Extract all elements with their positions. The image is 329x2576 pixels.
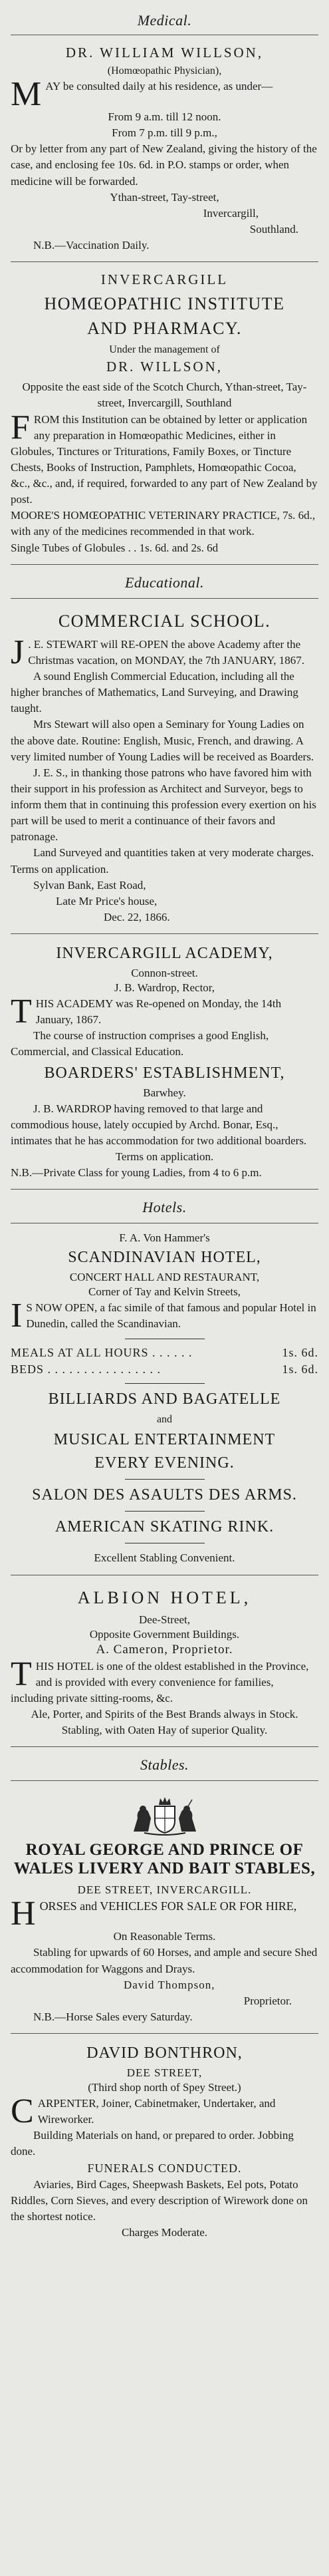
academy-note: N.B.—Private Class for young Ladies, from 4 to 6 p.m. [11, 1166, 262, 1180]
scandinavian-drop-cap: I [11, 1297, 23, 1335]
academy-line-3: J. B. WARDROP having removed to that large and commodious house, lately occupied by Archd. Bonar, Esq., intimates that he has accommodation for two additional boarders. [11, 1102, 307, 1147]
divider [125, 1511, 205, 1512]
bonthron-charges: Charges Moderate. [121, 2225, 208, 2239]
salon-line: SALON DES ASAULTS DES ARMS. [32, 1486, 297, 1504]
institute-drop-cap: F [11, 408, 30, 446]
section-heading-stables: Stables. [140, 1756, 189, 1774]
albion-name: ALBION HOTEL, [77, 1587, 252, 1607]
scandinavian-owner: F. A. Von Hammer's [119, 1231, 210, 1245]
scandinavian-name: SCANDINAVIAN HOTEL, [68, 1249, 261, 1267]
academy-rector: J. B. Wardrop, Rector, [114, 981, 215, 995]
wilson-address-1: Ythan-street, Tay-street, [110, 190, 219, 204]
school-line-5: Land Surveyed and quantities taken at very moderate charges. Terms on application. [11, 846, 314, 876]
albion-proprietor: A. Cameron, Proprietor. [96, 1642, 233, 1657]
beds-label: BEDS . . . . . . . . . . . . . . . . [11, 1363, 162, 1376]
school-line-4: J. E. S., in thanking those patrons who have favored him with their support in his profession as Architect and Surveyor, begs to inform them that in continuing this profession every exertion on his part will be used to merit a continuance of their favors and patronage. [11, 766, 316, 844]
institute-veterinary: MOORE'S HOMŒOPATHIC VETERINARY PRACTICE, 7s. 6d., with any of the medicines recommended in that work. [11, 509, 316, 538]
wilson-note: N.B.—Vaccination Daily. [33, 239, 150, 251]
bonthron-location: (Third shop north of Spey Street.) [88, 2081, 241, 2094]
institute-body: ROM this Institution can be obtained by letter or application any preparation in Homœopathic Medicines, either in Globules, Tinctures or Triturations, Family Boxes, or Tincture Chests, Books of Instruction, Pamphlets, Homœopathic Cocoa, &c., &c., and, if required, forwarded to any part of New Zealand by post. [11, 412, 318, 506]
bonthron-line-2: Building Materials on hand, or prepared to order. Jobbing done. [11, 2129, 294, 2158]
and-line: and [156, 1414, 173, 1426]
school-line-3: Mrs Stewart will also open a Seminary for Young Ladies on the above date. Routine: English, Music, French, and drawing. A very limited number of Young Ladies will be received as Boarders. [11, 718, 314, 763]
wilson-body-letter: Or by letter from any part of New Zealand, giving the history of the case, and enclosing fee 10s. 6d. in P.O. stamps or order, when medicine will be forwarded. [11, 142, 317, 188]
bonthron-street: DEE STREET, [126, 2066, 203, 2079]
section-heading-hotels: Hotels. [142, 1199, 187, 1216]
meals-row [11, 1346, 318, 1360]
school-name: COMMERCIAL SCHOOL. [58, 611, 271, 631]
bonthron-advert [11, 2033, 318, 2249]
school-address-2: Late Mr Price's house, [56, 894, 158, 907]
wilson-address-2: Invercargill, [203, 206, 259, 220]
hotels-heading-wrap [11, 1189, 318, 1223]
bonthron-line-3: Aviaries, Bird Cages, Sheepwash Baskets, Eel pots, Potato Riddles, Corn Sieves, and every description of Wirework done on the shortest notice. [11, 2177, 308, 2223]
wilson-title: (Homœopathic Physician), [107, 65, 222, 77]
albion-drop-cap: T [11, 1655, 32, 1693]
royal-george-advert [11, 1780, 318, 2033]
scandinavian-line-1: S NOW OPEN, a fac simile of that famous and popular Hotel in Dunedin, called the Scandinavian. [26, 1301, 316, 1331]
school-date: Dec. 22, 1866. [104, 910, 170, 923]
section-heading-educational: Educational. [124, 573, 205, 591]
stabling-line: Excellent Stabling Convenient. [94, 1551, 235, 1565]
institute-tubes: Single Tubes of Globules . . 1s. 6d. and 2s. 6d [11, 541, 219, 554]
royal-george-proprietor: David Thompson, [124, 1978, 215, 1991]
albion-line-3: Stabling, with Oaten Hay of superior Quality. [61, 1724, 268, 1737]
academy-advert [11, 933, 318, 1189]
wilson-hours-evening: From 7 p.m. till 9 p.m., [112, 126, 217, 140]
billiards-line: BILLIARDS AND BAGATELLE [48, 1390, 281, 1408]
beds-price: 1s. 6d. [282, 1363, 318, 1376]
educational-heading-wrap [11, 564, 318, 598]
institute-name-1: HOMŒOPATHIC INSTITUTE [44, 294, 285, 314]
royal-george-line-1: ORSES and VEHICLES FOR SALE OR FOR HIRE, [39, 1899, 297, 1913]
albion-line-1: HIS HOTEL is one of the oldest established in the Province, and is provided with every convenience for families, including private sitting-rooms, &c. [11, 1659, 309, 1704]
bonthron-line-1: ARPENTER, Joiner, Cabinetmaker, Undertaker, and Wireworker. [37, 2097, 276, 2126]
crest-icon [128, 1794, 201, 1836]
scandinavian-advert [11, 1223, 318, 1574]
royal-george-proprietor-title: Proprietor. [243, 1994, 292, 2007]
divider [125, 1383, 205, 1384]
skating-line: AMERICAN SKATING RINK. [55, 1518, 274, 1536]
albion-opposite: Opposite Government Buildings. [89, 1627, 240, 1641]
stables-heading-wrap [11, 1746, 318, 1780]
school-line-1: . E. STEWART will RE-OPEN the above Academy after the Christmas vacation, on MONDAY, the 7th JANUARY, 1867. [28, 637, 304, 667]
institute-name-2: AND PHARMACY. [87, 319, 242, 339]
institute-address: Opposite the east side of the Scotch Church, Ythan-street, Tay-street, Invercargill, Southland [22, 381, 307, 410]
institute-advert [11, 261, 318, 564]
wilson-address-3: Southland. [249, 222, 298, 236]
bonthron-drop-cap: C [11, 2092, 34, 2130]
institute-under: Under the management of [109, 344, 220, 356]
musical-line: MUSICAL ENTERTAINMENT [53, 1431, 276, 1449]
albion-line-2: Ale, Porter, and Spirits of the Best Brands always in Stock. [31, 1708, 298, 1720]
royal-george-note: N.B.—Horse Sales every Saturday. [33, 2010, 193, 2023]
meals-label: MEALS AT ALL HOURS . . . . . . [11, 1346, 193, 1360]
academy-boarders-place: Barwhey. [143, 1086, 186, 1099]
institute-town: INVERCARGILL [100, 271, 229, 288]
scandinavian-corner: Corner of Tay and Kelvin Streets, [88, 1285, 241, 1299]
bonthron-funerals: FUNERALS CONDUCTED. [87, 2161, 242, 2175]
academy-boarders-title: BOARDERS' ESTABLISHMENT, [44, 1064, 285, 1082]
albion-street: Dee-Street, [139, 1613, 190, 1626]
wilson-drop-cap: M [11, 75, 42, 113]
school-line-2: A sound English Commercial Education, including all the higher branches of Mathematics, Land Surveying, and Drawing taught. [11, 670, 298, 715]
wilson-body: AY be consulted daily at his residence, as under— [45, 80, 273, 92]
bonthron-name: DAVID BONTHRON, [86, 2044, 243, 2062]
royal-george-address: DEE STREET, INVERCARGILL. [77, 1883, 252, 1897]
academy-street: Connon-street. [131, 967, 198, 980]
institute-doctor: DR. WILLSON, [106, 359, 223, 375]
academy-line-2: The course of instruction comprises a good English, Commercial, and Classical Education. [11, 1029, 269, 1058]
albion-advert [11, 1575, 318, 1747]
section-heading-medical: Medical. [137, 12, 192, 29]
royal-george-name: ROYAL GEORGE AND PRINCE OF WALES LIVERY AND BAIT STABLES, [13, 1841, 316, 1878]
school-advert [11, 598, 318, 933]
school-drop-cap: J [11, 633, 25, 671]
royal-george-line-2: Stabling for upwards of 60 Horses, and ample and secure Shed accommodation for Waggons and Drays. [11, 1946, 318, 1975]
meals-price: 1s. 6d. [282, 1346, 318, 1360]
school-address-1: Sylvan Bank, East Road, [33, 878, 146, 891]
wilson-name: DR. WILLIAM WILLSON, [65, 45, 264, 61]
academy-line-1: HIS ACADEMY was Re-opened on Monday, the 14th January, 1867. [35, 997, 282, 1027]
scandinavian-sub: CONCERT HALL AND RESTAURANT, [69, 1271, 260, 1284]
beds-row [11, 1363, 318, 1376]
divider [125, 1479, 205, 1480]
academy-drop-cap: T [11, 993, 32, 1031]
wilson-advert [11, 35, 318, 261]
royal-george-drop-cap: H [11, 1895, 36, 1933]
academy-name: INVERCARGILL ACADEMY, [56, 945, 273, 963]
wilson-hours-morning: From 9 a.m. till 12 noon. [108, 110, 221, 123]
academy-terms: Terms on application. [115, 1150, 214, 1163]
every-evening-line: EVERY EVENING. [94, 1454, 235, 1472]
royal-george-terms: On Reasonable Terms. [113, 1930, 216, 1943]
